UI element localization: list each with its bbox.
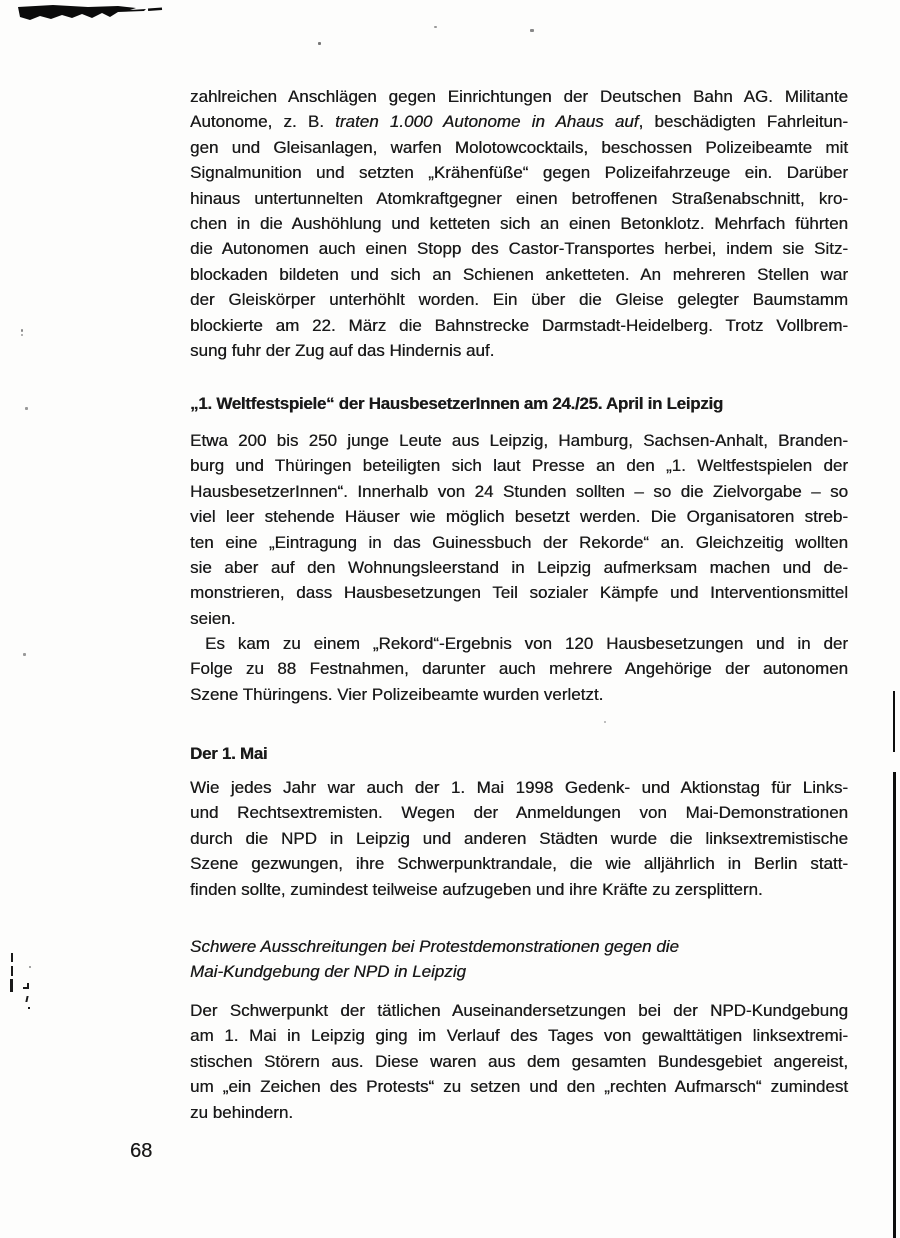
subheading-italic xyxy=(190,934,848,985)
scan-speck xyxy=(434,26,437,28)
scan-speck xyxy=(29,966,31,968)
text-line: blockierte am 22. März die Bahnstrecke Darmstadt-Heidelberg. Trotz Vollbrem- xyxy=(190,315,848,335)
text-line: chen in die Aushöhlung und ketteten sich an einen Betonklotz. Mehrfach führten xyxy=(190,214,848,234)
text-line: monstrieren, dass Hausbesetzungen Teil sozialer Kämpfe und Interventionsmittel xyxy=(190,583,848,603)
text-line: um „ein Zeichen des Protests“ zu setzen und den „rechten Aufmarsch“ zumindest xyxy=(190,1077,848,1097)
text-line: der Gleiskörper unterhöhlt worden. Ein über die Gleise gelegter Baumstamm xyxy=(190,290,848,310)
text-line: am 1. Mai in Leipzig ging im Verlauf des Tages von gewalttätigen linksextremi- xyxy=(190,1026,848,1046)
scan-speck xyxy=(530,29,534,32)
text-line: HausbesetzerInnen“. Innerhalb von 24 Stunden sollten – so die Zielvorgabe – so xyxy=(190,481,848,501)
section-heading-weltfestspiele: „1. Weltfestspiele“ der HausbesetzerInnen am 24./25. April in Leipzig xyxy=(190,394,723,413)
text-line: finden sollte, zumindest teilweise aufzugeben und ihre Kräfte zu zersplittern. xyxy=(190,879,763,899)
scan-speck xyxy=(25,407,28,410)
text-line: ten eine „Eintragung in das Guinessbuch der Rekorde“ an. Gleichzeitig wollten xyxy=(190,532,848,552)
paragraph-1 xyxy=(190,84,848,363)
margin-mark xyxy=(10,979,13,992)
text-line: Folge zu 88 Festnahmen, darunter auch mehrere Angehörige der autonomen xyxy=(190,659,848,679)
text-segment: Autonome, z. B. xyxy=(190,112,336,132)
margin-mark xyxy=(28,1007,30,1009)
text-line: gen und Gleisanlagen, warfen Molotowcocktails, beschossen Polizeibeamte mit xyxy=(190,137,848,157)
text-line: zu behindern. xyxy=(190,1102,294,1122)
text-line: hinaus untertunnelten Atomkraftgegner einen betroffenen Straßenabschnitt, kro- xyxy=(190,188,848,208)
section-heading-der-1-mai: Der 1. Mai xyxy=(190,744,268,763)
text-line: Signalmunition und setzten „Krähenfüße“ gegen Polizeifahrzeuge ein. Darüber xyxy=(190,163,848,183)
page-edge-line xyxy=(893,691,895,752)
text-segment: , beschädigten Fahrleitun- xyxy=(638,112,848,132)
text-line xyxy=(190,109,848,134)
text-line: burg und Thüringen beteiligten sich laut Presse an den „1. Weltfestspielen der xyxy=(190,456,848,476)
paragraph-2 xyxy=(190,428,848,631)
margin-mark xyxy=(11,966,13,976)
text-line: Es kam zu einem „Rekord“-Ergebnis von 120 Hausbesetzungen und in der xyxy=(205,634,848,653)
text-line: stischen Störern aus. Diese waren aus dem gesamten Bundesgebiet angereist, xyxy=(190,1051,848,1071)
margin-mark xyxy=(27,983,29,989)
margin-mark xyxy=(11,953,13,962)
text-line: durch die NPD in Leipzig und anderen Städten wurde die linksextremistische xyxy=(190,828,848,848)
scan-speck xyxy=(604,721,606,723)
text-line: Wie jedes Jahr war auch der 1. Mai 1998 Gedenk- und Aktionstag für Links- xyxy=(190,778,848,797)
text-line: zahlreichen Anschlägen gegen Einrichtungen der Deutschen Bahn AG. Militante xyxy=(190,87,848,106)
text-line: seien. xyxy=(190,608,236,628)
paragraph-4 xyxy=(190,775,848,902)
ink-smudge-artifact xyxy=(18,4,168,24)
text-line: die Autonomen auch einen Stopp des Castor-Transportes herbei, indem sie Sitz- xyxy=(190,239,848,259)
text-line: Mai-Kundgebung der NPD in Leipzig xyxy=(190,962,466,982)
text-line: Szene Thüringens. Vier Polizeibeamte wurden verletzt. xyxy=(190,684,604,704)
text-line: und Rechtsextremisten. Wegen der Anmeldungen von Mai-Demonstrationen xyxy=(190,803,848,823)
page-number: 68 xyxy=(130,1140,153,1162)
text-line: blockaden bildeten und sich an Schienen anketteten. An mehreren Stellen war xyxy=(190,264,848,284)
text-line: Etwa 200 bis 250 junge Leute aus Leipzig, Hamburg, Sachsen-Anhalt, Branden- xyxy=(190,431,848,450)
page-edge-line xyxy=(893,772,896,1238)
text-line: Der Schwerpunkt der tätlichen Auseinandersetzungen bei der NPD-Kundgebung xyxy=(190,1001,848,1020)
text-line: viel leer stehende Häuser wie möglich besetzt werden. Die Organisatoren streb- xyxy=(190,507,848,527)
margin-mark xyxy=(25,996,28,1002)
scan-speck xyxy=(21,329,23,332)
italic-text-segment: traten 1.000 Autonome in Ahaus auf xyxy=(335,112,639,132)
paragraph-3 xyxy=(190,631,848,707)
text-line: sung fuhr der Zug auf das Hindernis auf. xyxy=(190,341,495,361)
text-line: sie aber auf den Wohnungsleerstand in Leipzig aufmerksam machen und de- xyxy=(190,558,848,578)
paragraph-5 xyxy=(190,998,848,1125)
scan-speck xyxy=(21,334,23,336)
margin-mark xyxy=(23,987,27,989)
text-line: Schwere Ausschreitungen bei Protestdemonstrationen gegen die xyxy=(190,937,679,956)
text-line: Szene gezwungen, ihre Schwerpunktrandale, die wie alljährlich in Berlin statt- xyxy=(190,854,848,874)
scan-speck xyxy=(318,42,321,45)
scan-speck xyxy=(23,653,26,656)
